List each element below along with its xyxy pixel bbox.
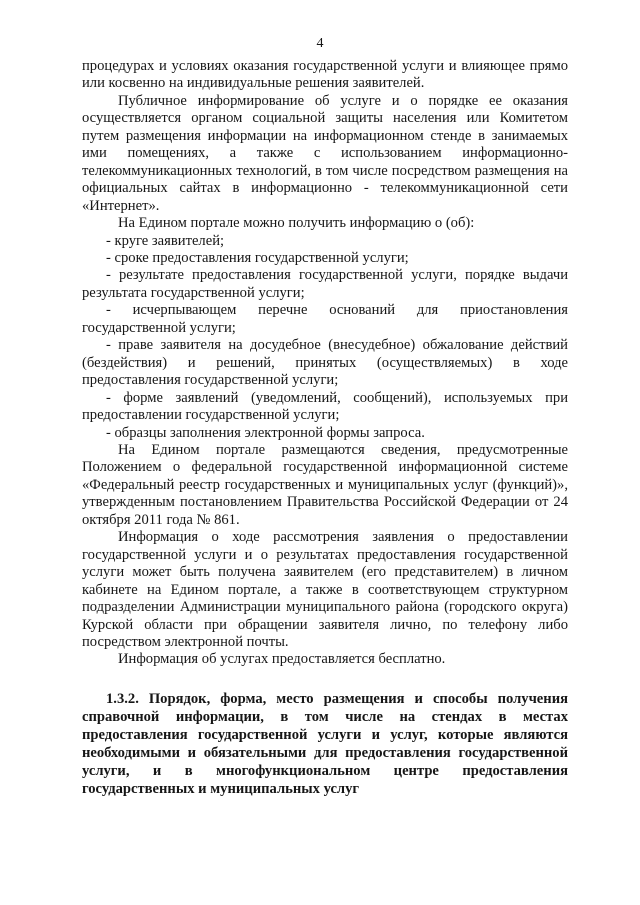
list-item: - сроке предоставления государственной услуги;	[106, 249, 409, 266]
paragraph: Информация о ходе рассмотрения заявления о предоставлении государственной услуги и о результатах предоставления государственной услуги может быть получена заявителем (его представителем) в личном кабинете на Едином портале, а также в соответствующем структурном подразделении Администрации муниципального района (городского округа) Курской области при обращении заявителя лично, по телефону либо посредством электронной почты.	[82, 529, 568, 650]
paragraph: На Едином портале размещаются сведения, предусмотренные Положением о федеральной государственной информационной системе «Федеральный реестр государственных и муниципальных услуг (функций)», утвержденным постановлением Правительства Российской Федерации от 24 октября 2011 года № 861.	[82, 441, 568, 528]
list-item: - форме заявлений (уведомлений, сообщений), используемых при предоставлении государственной услуги;	[82, 389, 568, 424]
page-number: 4	[316, 36, 324, 51]
paragraph: На Едином портале можно получить информацию о (об):	[118, 215, 475, 232]
body-text	[82, 58, 568, 669]
list-item: - образцы заполнения электронной формы запроса.	[106, 424, 425, 441]
paragraph: Публичное информирование об услуге и о порядке ее оказания осуществляется органом социальной защиты населения или Комитетом путем размещения информации на информационном стенде в занимаемых ими помещениях, а также с использованием информационно-телекоммуникационных технологий, в том числе посредством размещения на официальных сайтах в информационно - телекоммуникационной сети «Интернет».	[82, 92, 568, 214]
list-item: - праве заявителя на досудебное (внесудебное) обжалование действий (бездействия) и решений, принятых (осуществляемых) в ходе предоставления государственной услуги;	[82, 337, 568, 389]
paragraph: процедурах и условиях оказания государственной услуги и влияющее прямо или косвенно на индивидуальные решения заявителей.	[82, 58, 568, 92]
paragraph: Информация об услугах предоставляется бесплатно.	[118, 651, 446, 668]
list-item: - исчерпывающем перечне оснований для приостановления государственной услуги;	[82, 302, 568, 336]
list-item: - круге заявителей;	[106, 232, 225, 249]
list-item: - результате предоставления государственной услуги, порядке выдачи результата государственной услуги;	[82, 267, 568, 301]
section-heading: 1.3.2. Порядок, форма, место размещения и способы получения справочной информации, в том числе на стендах в местах предоставления государственной услуги и услуг, которые являются необходимыми и обязательными для предоставления государственной услуги, и в многофункциональном центре предоставления государственных и муниципальных услуг	[82, 691, 568, 797]
